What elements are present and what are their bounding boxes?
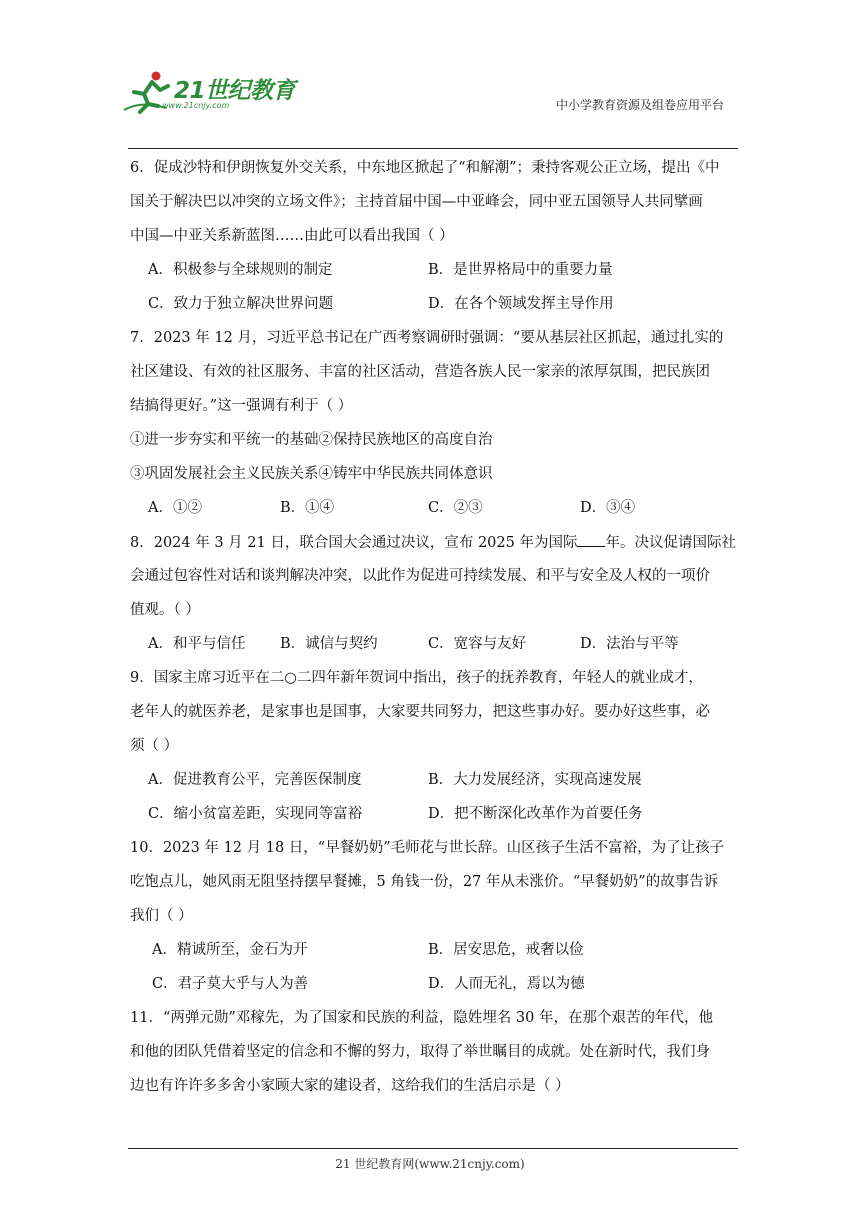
option-d[interactable]: D．法治与平等 (580, 636, 679, 652)
option-c[interactable]: C．宽容与友好 (428, 636, 527, 652)
question-text: 9．国家主席习近平在二○二四年新年贺词中指出，孩子的抚养教育，年轻人的就业成才， (130, 670, 703, 686)
option-b[interactable]: B．是世界格局中的重要力量 (428, 262, 613, 278)
logo-text: 21世纪教育 (174, 78, 296, 104)
option-a[interactable]: A．精诚所至，金石为开 (152, 942, 308, 958)
option-d[interactable]: D．把不断深化改革作为首要任务 (428, 806, 643, 822)
option-c[interactable]: C．②③ (428, 500, 483, 516)
site-logo[interactable] (122, 70, 296, 116)
option-a[interactable]: A．①② (148, 500, 202, 516)
option-b[interactable]: B．大力发展经济，实现高速发展 (428, 772, 642, 788)
question-text: 国关于解决巴以冲突的立场文件》；主持首届中国—中亚峰会，同中亚五国领导人共同擘画 (130, 194, 703, 210)
question-text: 6．促成沙特和伊朗恢复外交关系，中东地区掀起了“和解潮”；秉持客观公正立场，提出《中 (130, 160, 720, 176)
question-text: 老年人的就医养老，是家事也是国事，大家要共同努力，把这些事办好。要办好这些事，必 (130, 704, 710, 720)
option-d[interactable]: D．在各个领域发挥主导作用 (428, 296, 614, 312)
option-b[interactable]: B．居安思危，戒奢以俭 (428, 942, 584, 958)
header-tagline: 中小学教育资源及组卷应用平台 (555, 98, 724, 112)
question-text: 和他的团队凭借着坚定的信念和不懈的努力，取得了举世瞩目的成就。处在新时代，我们身 (130, 1044, 710, 1060)
option-b[interactable]: B．①④ (280, 500, 335, 516)
fill-blank (577, 532, 605, 547)
option-c[interactable]: C．致力于独立解决世界问题 (148, 296, 334, 312)
footer-link[interactable]: 21 世纪教育网(www.21cnjy.com) (335, 1157, 525, 1171)
question-text (130, 532, 736, 552)
option-d[interactable]: D．③④ (580, 500, 636, 516)
question-text: 11．“两弹元勋”邓稼先，为了国家和民族的利益，隐姓埋名 30 年，在那个艰苦的年代，他 (130, 1010, 713, 1026)
footer-divider (128, 1148, 738, 1149)
question-text: 7．2023 年 12 月，习近平总书记在广西考察调研时强调：“要从基层社区抓起，通过扎实的 (130, 330, 724, 346)
statement-line: ③巩固发展社会主义民族关系④铸牢中华民族共同体意识 (130, 466, 493, 482)
question-text: 边也有许许多多舍小家顾大家的建设者，这给我们的生活启示是（ ） (130, 1078, 570, 1094)
option-a[interactable]: A．积极参与全球规则的制定 (148, 262, 333, 278)
option-c[interactable]: C．君子莫大乎与人为善 (152, 976, 309, 992)
question-text: 10．2023 年 12 月 18 日，“早餐奶奶”毛师花与世长辞。山区孩子生活不富裕，为了让孩子 (130, 840, 725, 856)
question-text: 我们（ ） (130, 908, 193, 924)
question-text: 社区建设、有效的社区服务、丰富的社区活动，营造各族人民一家亲的浓厚氛围，把民族团 (130, 364, 710, 380)
logo-url: www.21cnjy.com (162, 101, 230, 110)
question-text: 值观。（ ） (130, 602, 200, 618)
header-divider (128, 148, 738, 149)
option-a[interactable]: A．促进教育公平，完善医保制度 (148, 772, 362, 788)
question-text-part: 年。决议促请国际社 (605, 535, 736, 551)
question-text-part: 8．2024 年 3 月 21 日，联合国大会通过决议，宣布 2025 年为国际 (130, 535, 578, 551)
option-d[interactable]: D．人而无礼，焉以为德 (428, 976, 585, 992)
question-text: 会通过包容性对话和谈判解决冲突，以此作为促进可持续发展、和平与安全及人权的一项价 (130, 568, 710, 584)
question-text: 吃饱点儿，她风雨无阻坚持摆早餐摊，5 角钱一份，27 年从未涨价。“早餐奶奶”的故事告诉 (130, 874, 719, 890)
option-c[interactable]: C．缩小贫富差距，实现同等富裕 (148, 806, 363, 822)
question-text: 须（ ） (130, 738, 179, 754)
question-text: 中国—中亚关系新蓝图……由此可以看出我国（ ） (130, 228, 454, 244)
option-a[interactable]: A．和平与信任 (148, 636, 246, 652)
question-text: 结搞得更好。”这一强调有利于（ ） (130, 398, 353, 414)
option-b[interactable]: B．诚信与契约 (280, 636, 378, 652)
statement-line: ①进一步夯实和平统一的基础②保持民族地区的高度自治 (130, 432, 493, 448)
